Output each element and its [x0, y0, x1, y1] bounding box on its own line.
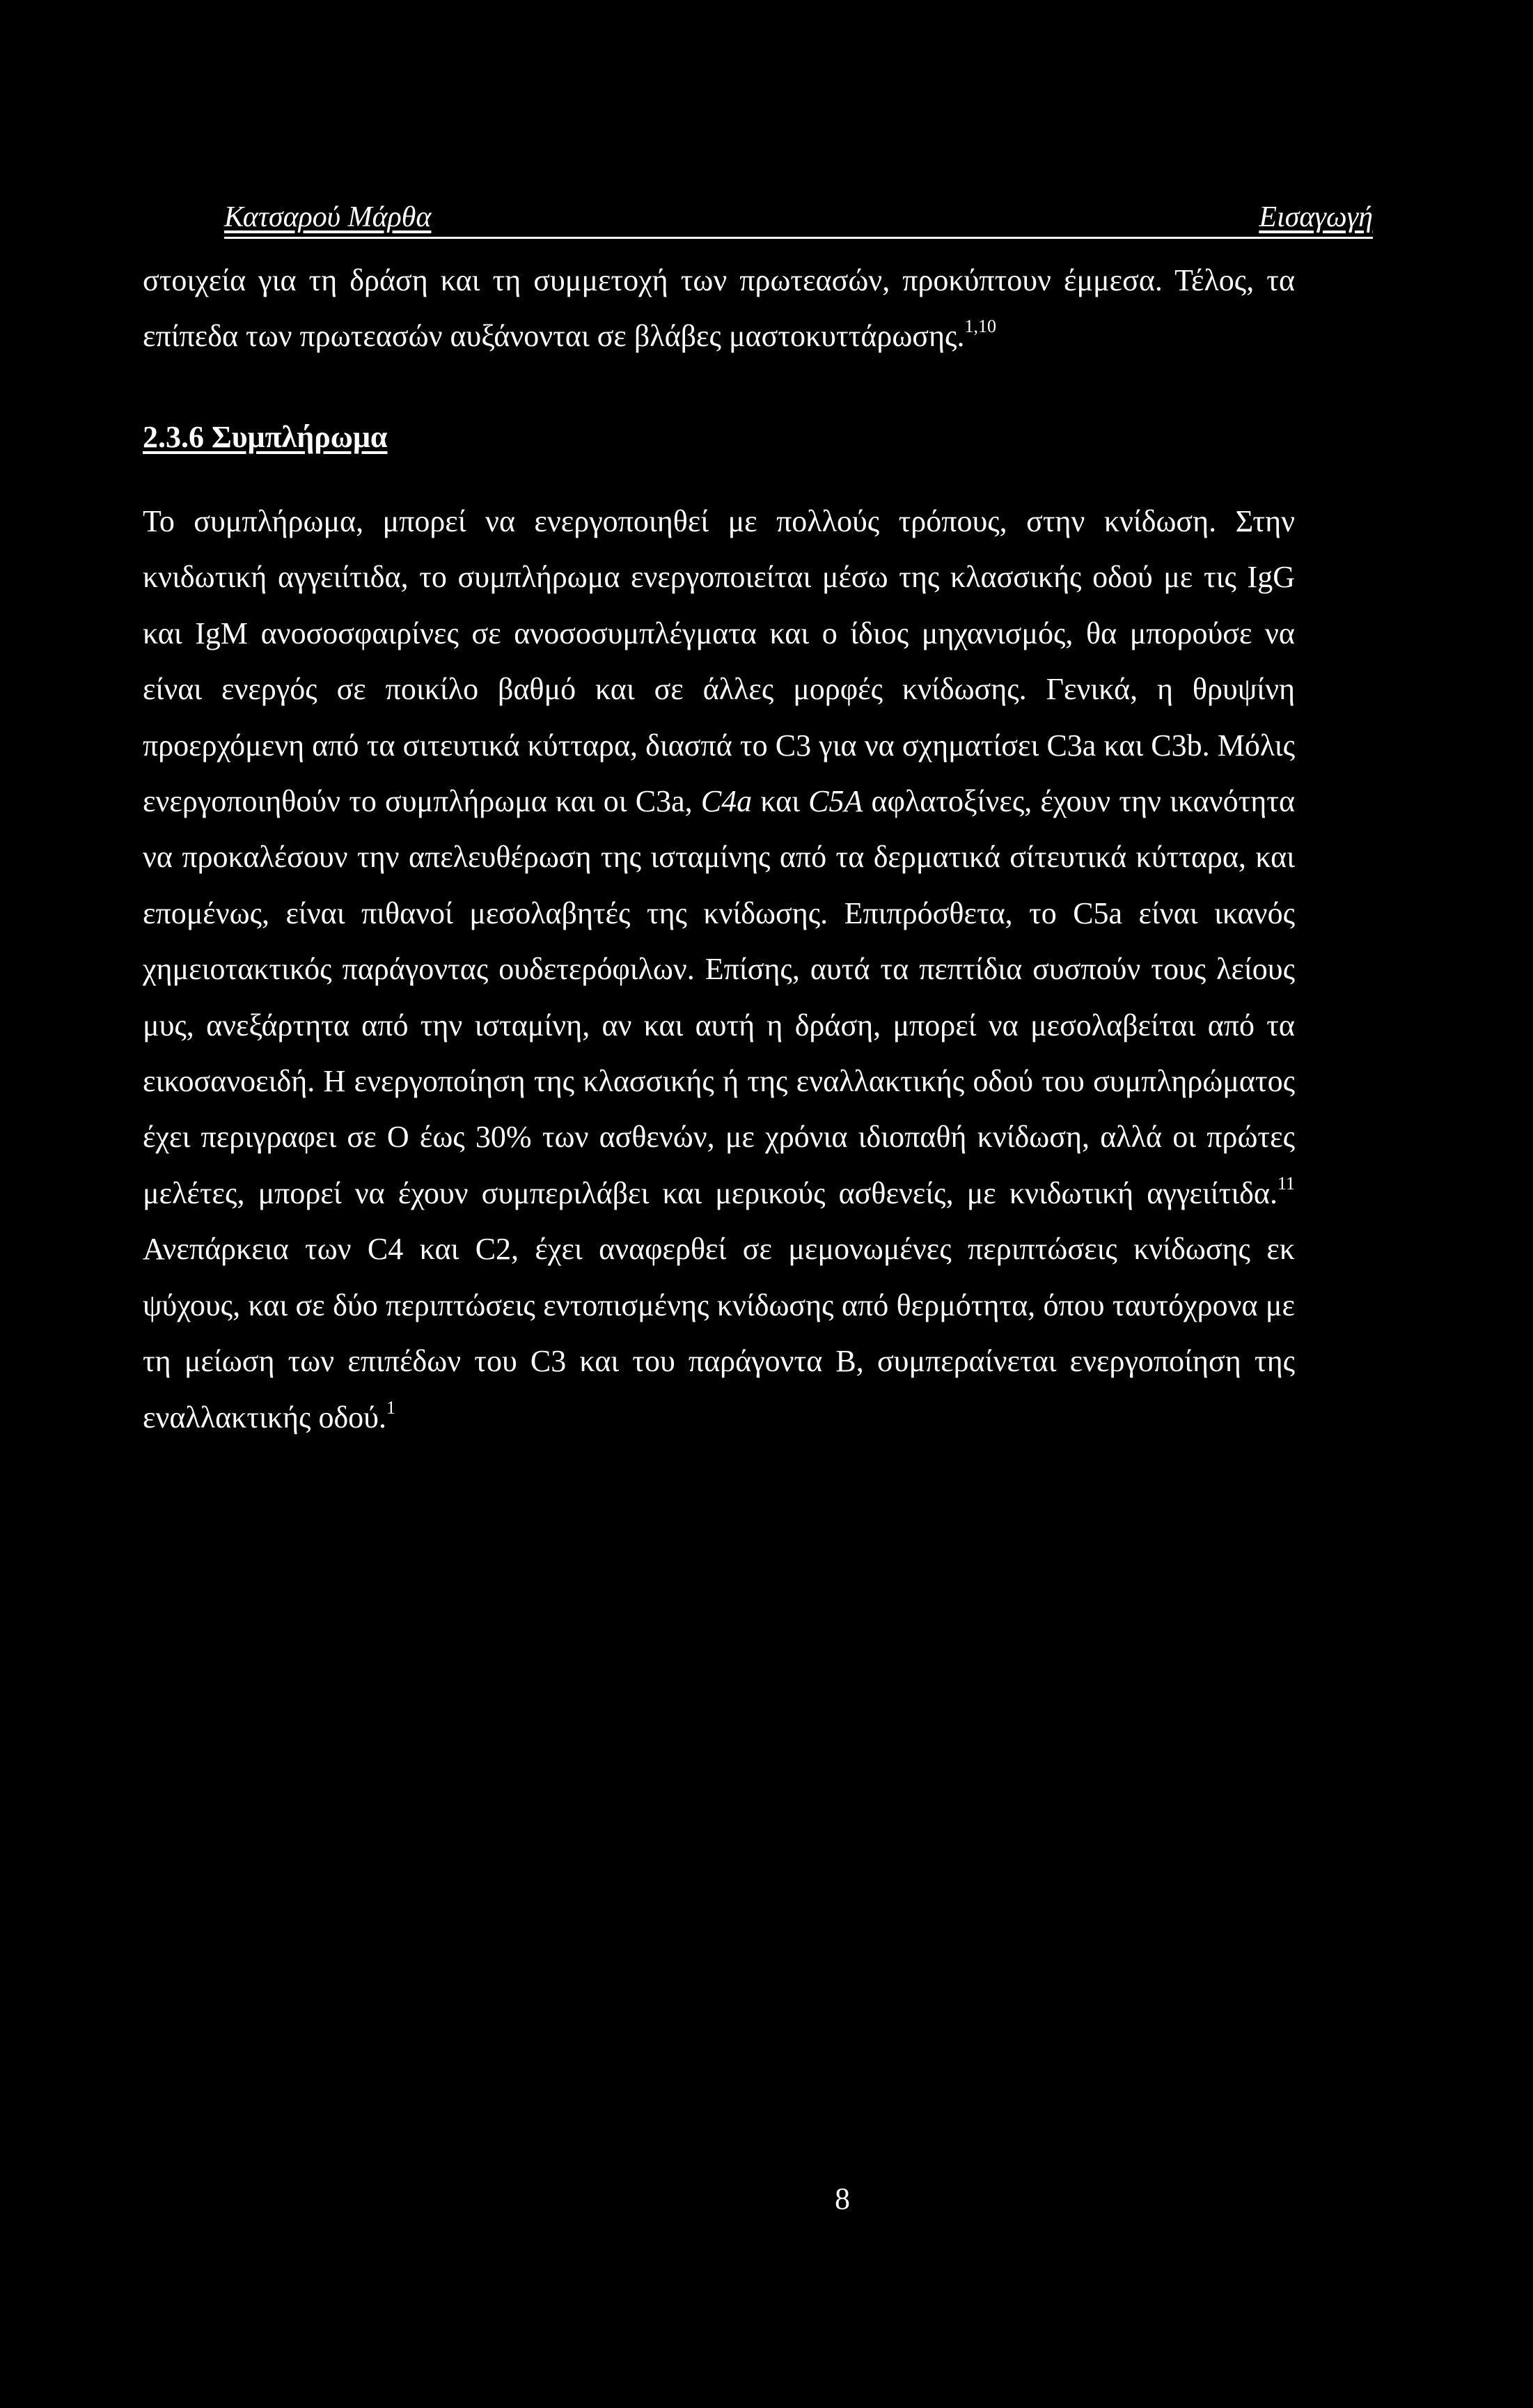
citation-1: 1 — [386, 1397, 395, 1418]
c4a-term: C4a — [700, 784, 753, 819]
body-text-part-1: Το συμπλήρωμα, μπορεί να ενεργοποιηθεί με πολλούς τρόπους, στην κνίδωση. Στην κνιδωτική αγγειίτιδα, το συμπλήρωμα ενεργοποιείται μέσω της κλασσικής οδού με τις IgG και IgM ανοσοσφαιρίνες σε ανοσοσυμπλέγματα και ο ίδιος μηχανισμός, θα μπορούσε να είναι ενεργός σε ποικίλο βαθμό και σε άλλες μορφές κνίδωσης. Γενικά, η θρυψίνη προερχόμενη από τα σιτευτικά κύτταρα, διασπά το C3 για να σχηματίσει C3a και C3b. Μόλις ενεργοποιηθούν το συμπλήρωμα και οι C3a, — [143, 504, 1295, 819]
intro-paragraph — [143, 253, 1295, 365]
header-author: Κατσαρού Μάρθα — [224, 201, 432, 233]
c5a-term: C5A — [808, 784, 863, 819]
section-heading: 2.3.6 Συμπλήρωμα — [143, 420, 388, 454]
body-paragraph — [143, 494, 1295, 1446]
intro-text: στοιχεία για τη δράση και τη συμμετοχή των πρωτεασών, προκύπτουν έμμεσα. Τέλος, τα επίπεδα των πρωτεασών αυξάνονται σε βλάβες μαστοκυττάρωσης. — [143, 263, 1295, 354]
citation-1-10: 1,10 — [964, 316, 996, 337]
page-number: 8 — [835, 2182, 850, 2216]
body-text-part-3: Ανεπάρκεια των C4 και C2, έχει αναφερθεί σε μεμονωμένες περιπτώσεις κνίδωσης εκ ψύχους, και σε δύο περιπτώσεις εντοπισμένης κνίδωσης από θερμότητα, όπου ταυτόχρονα με τη μείωση των επιπέδων του C3 και του παράγοντα Β, συμπεραίνεται ενεργοποίηση της εναλλακτικής οδού. — [143, 1232, 1295, 1434]
header-section-title: Εισαγωγή — [1259, 201, 1373, 233]
citation-11: 11 — [1277, 1173, 1295, 1194]
running-header — [224, 199, 1373, 239]
body-text-part-2: αφλατοξίνες, έχουν την ικανότητα να προκαλέσουν την απελευθέρωση της ισταμίνης από τα δερματικά σίτευτικά κύτταρα, και επομένως, είναι πιθανοί μεσολαβητές της κνίδωσης. Επιπρόσθετα, το C5a είναι ικανός χημειοτακτικός παράγοντας ουδετερόφιλων. Επίσης, αυτά τα πεπτίδια συσπούν τους λείους μυς, ανεξάρτητα από την ισταμίνη, αν και αυτή η δράση, μπορεί να μεσολαβείται από τα εικοσανοειδή. Η ενεργοποίηση της κλασσικής ή της εναλλακτικής οδού του συμπληρώματος έχει περιγραφει σε Ο έως 30% των ασθενών, με χρόνια ιδιοπαθή κνίδωση, αλλά οι πρώτες μελέτες, μπορεί να έχουν συμπεριλάβει και μερικούς ασθενείς, με κνιδωτική αγγειίτιδα. — [143, 784, 1295, 1210]
and-word: και — [760, 784, 800, 819]
